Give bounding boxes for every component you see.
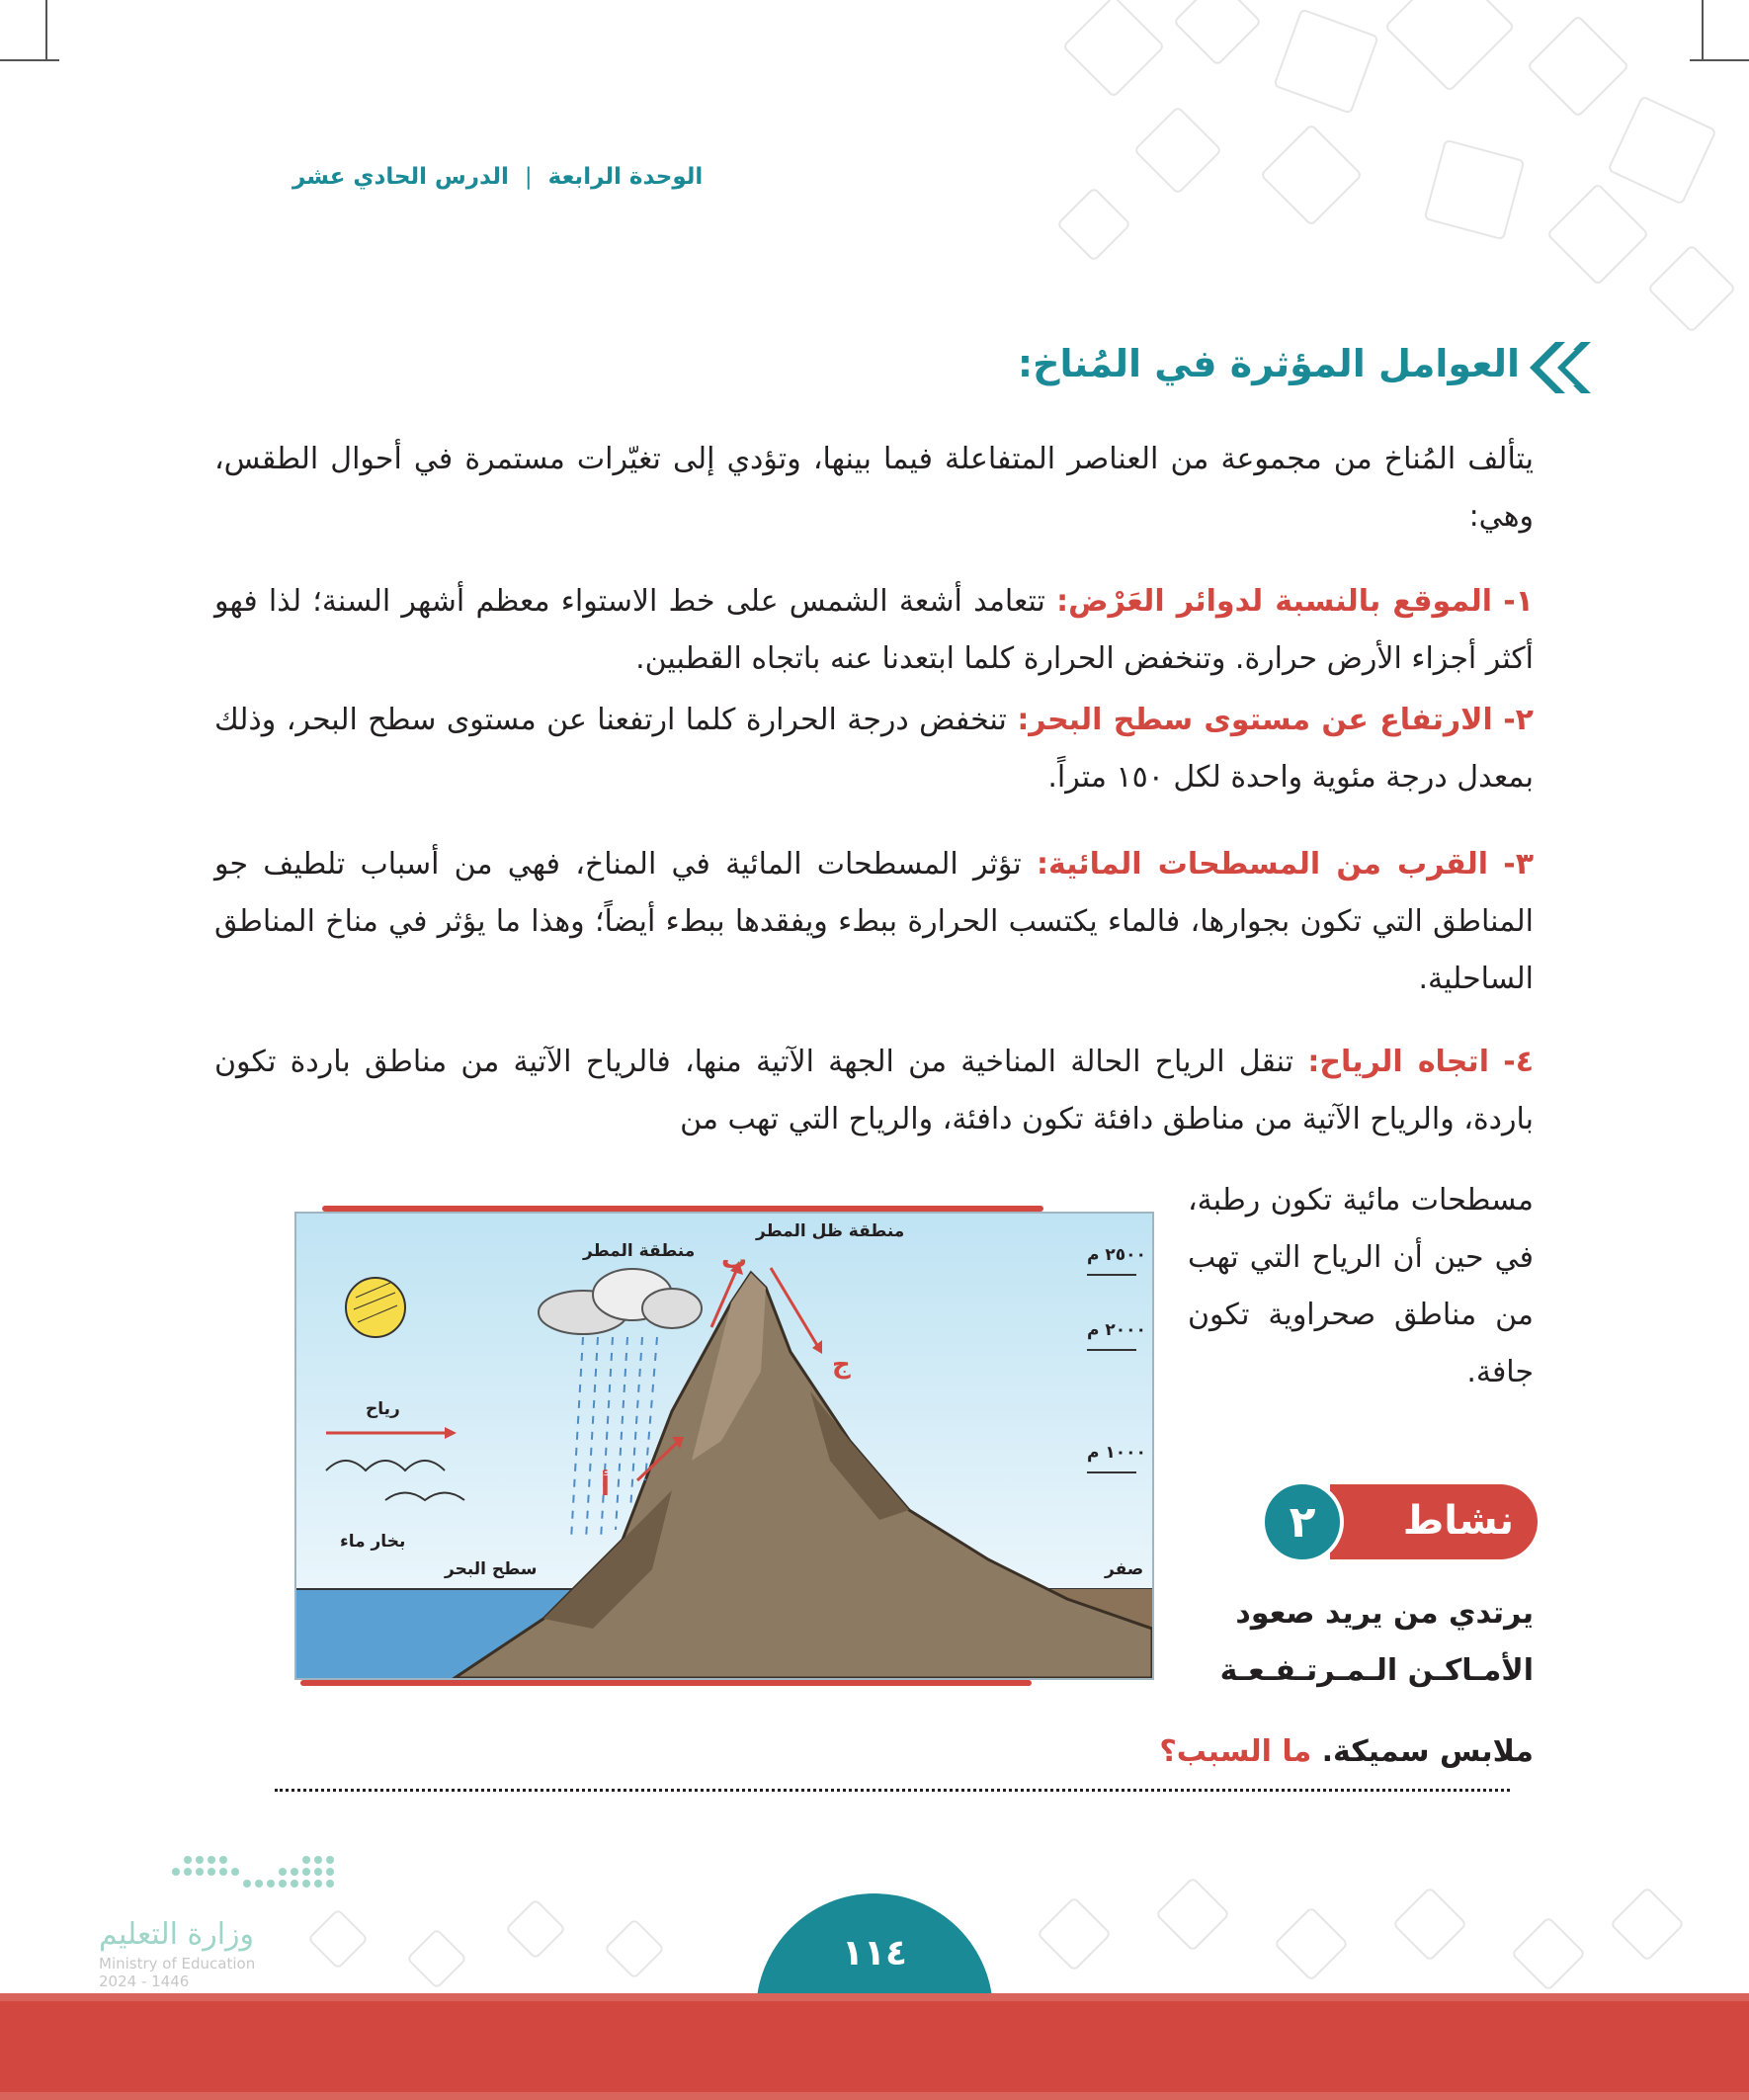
altitude-tick-zero: صفر xyxy=(1105,1559,1144,1579)
factor-term: اتجاه الرياح: xyxy=(1307,1045,1489,1079)
factor-number: ٤- xyxy=(1503,1045,1534,1079)
factor-number: ٢- xyxy=(1503,703,1534,737)
factor-text: تؤثر المسطحات المائية في المناخ، فهي من أسباب تلطيف جو المناطق التي تكون بجوارها، فالماء يكتسب الحرارة ببطء ويفقدها ببطء أيضاً؛ وهذا ما يؤثر في مناخ المناطق الساحلية. xyxy=(214,847,1534,996)
factor-number: ١- xyxy=(1503,584,1534,619)
activity-prefix: ملابس سميكة. xyxy=(1321,1734,1534,1769)
label-winds: رياح xyxy=(366,1399,400,1419)
activity-question: ما السبب؟ xyxy=(1159,1734,1312,1769)
activity-badge xyxy=(1261,1480,1538,1563)
lesson-label: الدرس الحادي عشر xyxy=(292,164,509,190)
ministry-name-arabic: وزارة التعليم xyxy=(99,1917,255,1952)
point-b: ب xyxy=(721,1245,748,1275)
activity-pill xyxy=(1330,1484,1538,1559)
altitude-tick-2500: ٢٥٠٠ م xyxy=(1087,1245,1146,1265)
activity-line-1: يرتدي من يريد صعود xyxy=(1235,1596,1534,1631)
altitude-tick-2000: ٢٠٠٠ م xyxy=(1087,1320,1146,1340)
unit-label: الوحدة الرابعة xyxy=(547,164,704,190)
factor-text: تنقل الرياح الحالة المناخية من الجهة الآتية منها، فالرياح الآتية من مناطق باردة تكون باردة، والرياح الآتية من مناطق دافئة تكون دافئة، والرياح التي تهب من xyxy=(214,1045,1534,1136)
double-chevron-icon xyxy=(1526,338,1591,397)
edition-year: 2024 - 1446 xyxy=(99,1973,190,1990)
running-header xyxy=(292,164,703,190)
factor-term: القرب من المسطحات المائية: xyxy=(1036,847,1488,882)
crop-mark xyxy=(0,59,59,61)
ministry-logo-dots-icon xyxy=(89,1850,366,1909)
factor-water-bodies xyxy=(214,836,1534,1008)
header-separator: | xyxy=(524,164,533,190)
section-title: العوامل المؤثرة في المُناخ: xyxy=(1017,342,1520,385)
factor-text: تتعامد أشعة الشمس على خط الاستواء معظم أشهر السنة؛ لذا فهو أكثر أجزاء الأرض حرارة. وتنخفض الحرارة كلما ابتعدنا عنه باتجاه القطبين. xyxy=(214,584,1534,676)
mountain-illustration xyxy=(296,1214,1152,1678)
altitude-tick-1000: ١٠٠٠ م xyxy=(1087,1443,1146,1463)
activity-number-circle xyxy=(1261,1480,1344,1563)
label-rain-zone: منطقة المطر xyxy=(583,1241,696,1261)
activity-line-2: الأمـاكـن الـمـرتـفـعـة xyxy=(1219,1653,1534,1688)
activity-number: ٢ xyxy=(1289,1496,1316,1548)
activity-line-3 xyxy=(1159,1723,1534,1781)
factor-altitude xyxy=(214,692,1534,806)
factor-wind-direction xyxy=(214,1034,1534,1148)
factor-latitude xyxy=(214,573,1534,688)
ministry-name-english: Ministry of Education xyxy=(99,1955,256,1973)
factor-number: ٣- xyxy=(1503,847,1535,882)
figure-bottom-bar xyxy=(300,1680,1032,1686)
factor-text: تنخفض درجة الحرارة كلما ارتفعنا عن مستوى سطح البحر، وذلك بمعدل درجة مئوية واحدة لكل ١٥٠ متراً. xyxy=(214,703,1534,795)
label-water-vapor: بخار ماء xyxy=(340,1532,406,1552)
factor-term: الارتفاع عن مستوى سطح البحر: xyxy=(1017,703,1493,737)
label-rain-shadow: منطقة ظل المطر xyxy=(756,1221,905,1241)
label-sea-level: سطح البحر xyxy=(445,1559,538,1579)
crop-mark xyxy=(1702,0,1704,59)
page-number: ١١٤ xyxy=(842,1933,907,1974)
factor-term: الموقع بالنسبة لدوائر العَرْض: xyxy=(1056,584,1492,619)
wind-continuation-text: مسطحات مائية تكون رطبة، في حين أن الرياح التي تهب من مناطق صحراوية تكون جافة. xyxy=(1188,1183,1534,1389)
orographic-rain-diagram xyxy=(294,1212,1154,1680)
point-a: أ xyxy=(601,1472,610,1502)
footer-bar xyxy=(0,1993,1749,2100)
crop-mark xyxy=(45,0,47,59)
intro-paragraph: يتألف المُناخ من مجموعة من العناصر المتفاعلة فيما بينها، وتؤدي إلى تغيّرات مستمرة في أحوال الطقس، وهي: xyxy=(214,442,1534,534)
crop-mark xyxy=(1690,59,1749,61)
answer-dotted-line[interactable] xyxy=(275,1789,1510,1792)
activity-label: نشاط xyxy=(1402,1498,1514,1544)
point-c: ج xyxy=(832,1350,851,1380)
